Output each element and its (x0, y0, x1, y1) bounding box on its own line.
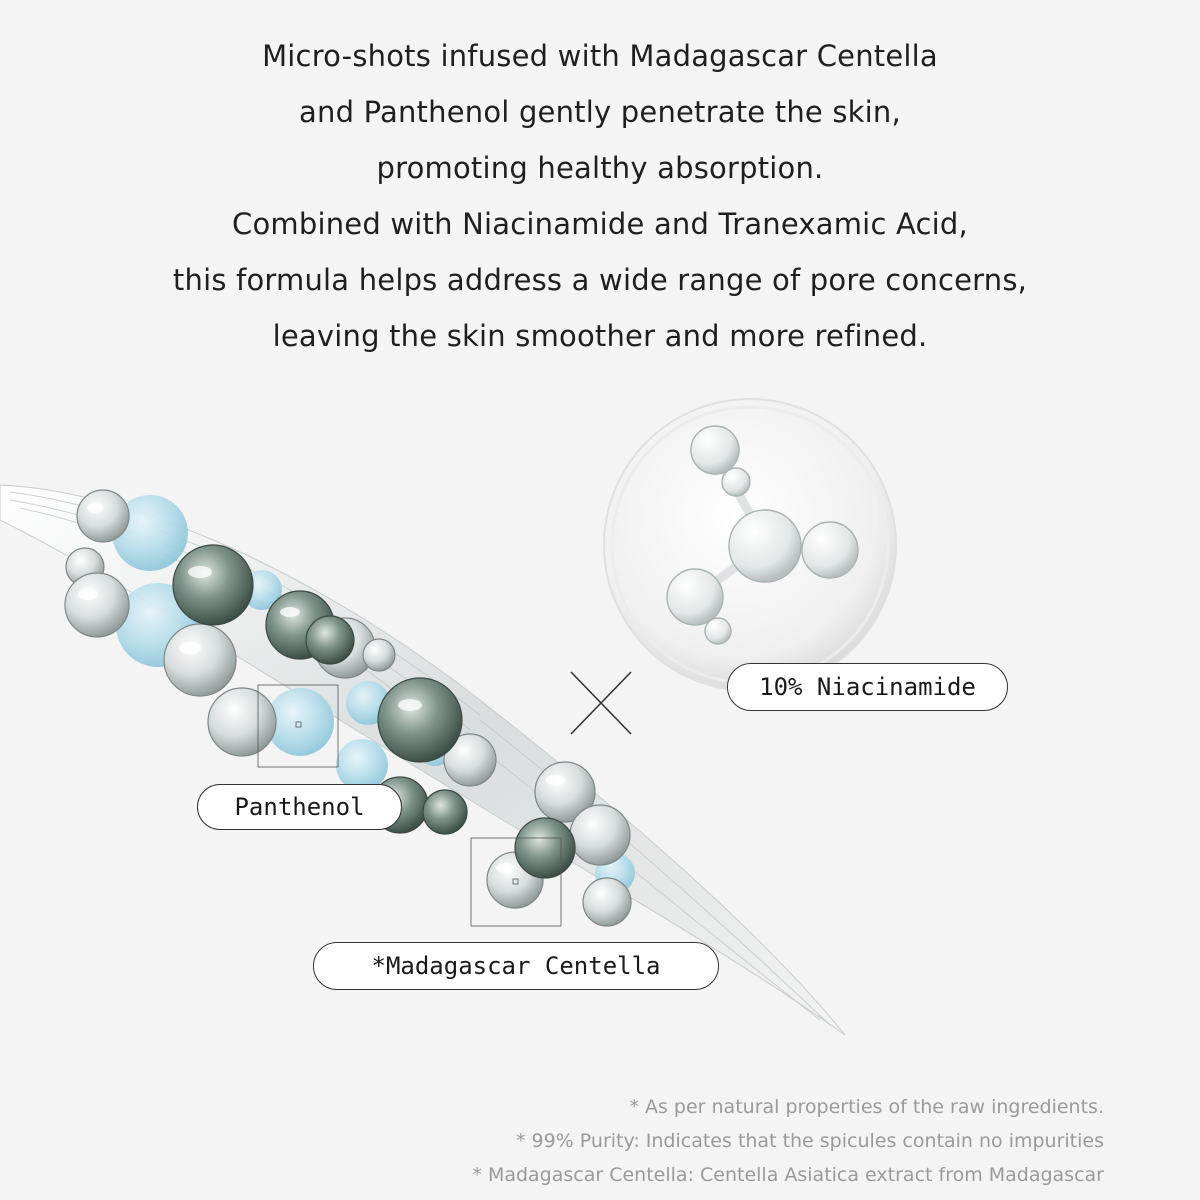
footnote: * As per natural properties of the raw ingredients. (629, 1096, 1104, 1118)
label-niacinamide: 10% Niacinamide (727, 663, 1008, 711)
times-icon (571, 672, 631, 734)
headline-line: promoting healthy absorption. (376, 151, 824, 185)
label-panthenol: Panthenol (197, 784, 402, 830)
headline-line: leaving the skin smoother and more refined. (272, 319, 928, 353)
footnote: * 99% Purity: Indicates that the spicules contain no impurities (515, 1130, 1104, 1152)
label-madagascar-centella: *Madagascar Centella (313, 942, 719, 990)
headline-line: this formula helps address a wide range of pore concerns, (172, 263, 1028, 297)
headline-line: Micro-shots infused with Madagascar Centella (262, 39, 938, 73)
footnotes (472, 1090, 1104, 1192)
headline-line: Combined with Niacinamide and Tranexamic Acid, (232, 207, 968, 241)
headline-line: and Panthenol gently penetrate the skin, (299, 95, 901, 129)
footnote: * Madagascar Centella: Centella Asiatica extract from Madagascar (472, 1164, 1104, 1186)
headline-copy (0, 28, 1200, 364)
